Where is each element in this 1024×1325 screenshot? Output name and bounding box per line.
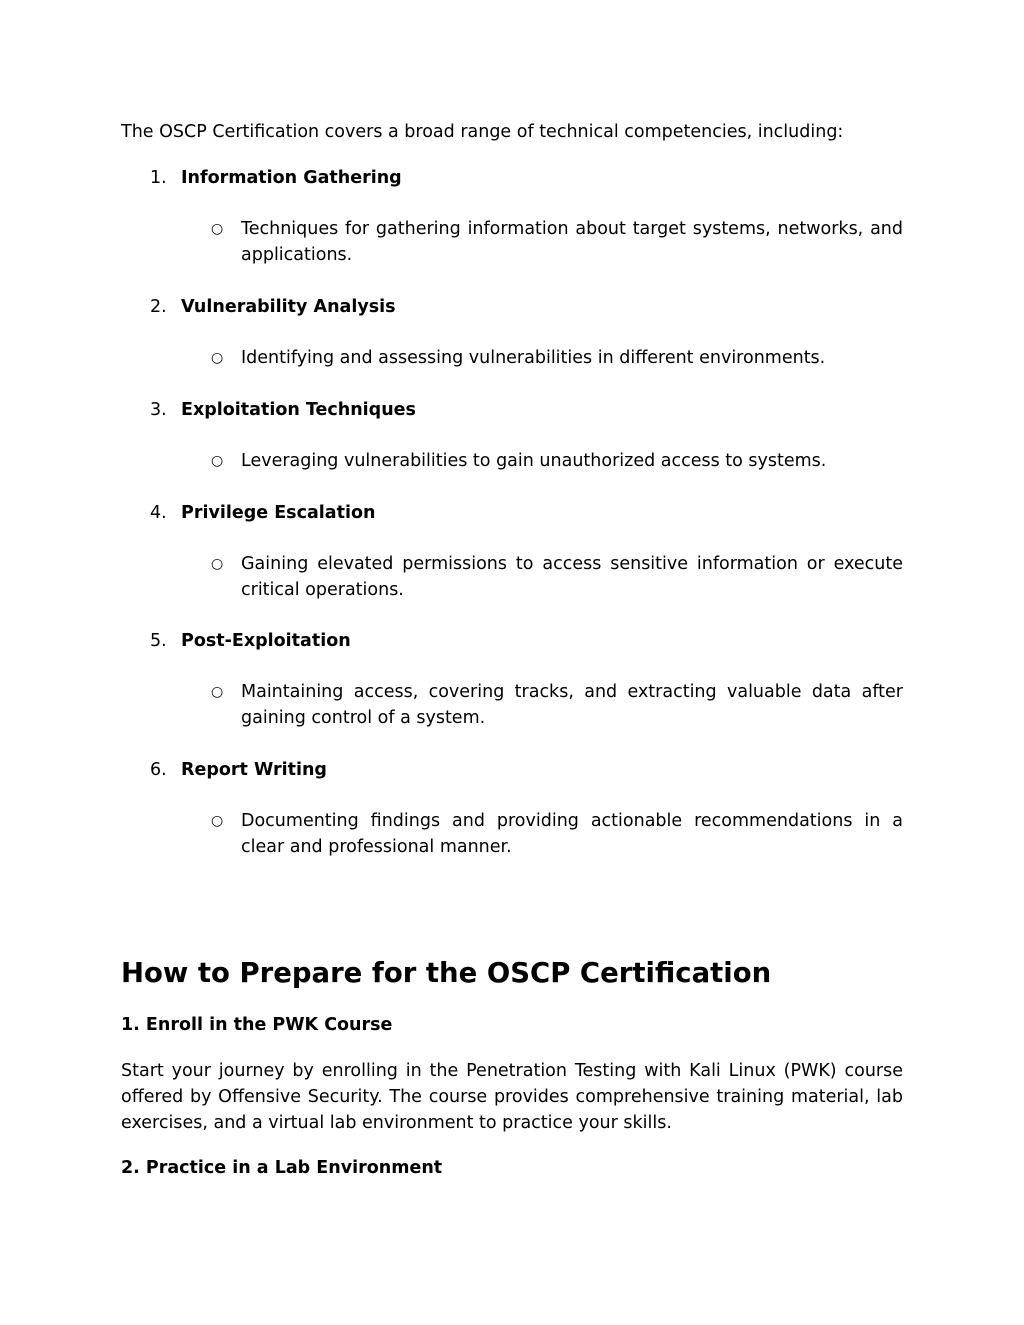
step-heading-practice: 2. Practice in a Lab Environment	[121, 1158, 443, 1178]
hollow-bullet-icon: ○	[211, 350, 224, 366]
intro-paragraph: The OSCP Certification covers a broad range of technical competencies, including:	[121, 122, 844, 142]
competency-title: Privilege Escalation	[181, 503, 376, 523]
competency-title: Post-Exploitation	[181, 631, 351, 651]
step-heading-enroll: 1. Enroll in the PWK Course	[121, 1015, 393, 1035]
hollow-bullet-icon: ○	[211, 813, 224, 829]
competency-title: Information Gathering	[181, 168, 402, 188]
list-number: 4.	[150, 503, 167, 523]
competency-title: Exploitation Techniques	[181, 400, 416, 420]
list-number: 5.	[150, 631, 167, 651]
hollow-bullet-icon: ○	[211, 221, 224, 237]
list-number: 2.	[150, 297, 167, 317]
hollow-bullet-icon: ○	[211, 453, 224, 469]
competency-title: Report Writing	[181, 760, 327, 780]
hollow-bullet-icon: ○	[211, 684, 224, 700]
competency-detail: Techniques for gathering information about target systems, networks, and applications.	[241, 219, 903, 265]
competency-detail: Gaining elevated permissions to access sensitive information or execute critical operations.	[241, 554, 903, 600]
competency-detail: Leveraging vulnerabilities to gain unauthorized access to systems.	[241, 451, 827, 471]
competency-detail: Maintaining access, covering tracks, and extracting valuable data after gaining control of a system.	[241, 682, 903, 728]
list-number: 6.	[150, 760, 167, 780]
competency-title: Vulnerability Analysis	[181, 297, 396, 317]
section-heading: How to Prepare for the OSCP Certification	[121, 957, 772, 989]
list-number: 1.	[150, 168, 167, 188]
competency-detail: Identifying and assessing vulnerabilities in different environments.	[241, 348, 826, 368]
competency-detail: Documenting findings and providing actionable recommendations in a clear and professional manner.	[241, 811, 903, 857]
step-body-enroll: Start your journey by enrolling in the Penetration Testing with Kali Linux (PWK) course offered by Offensive Security. The course provides comprehensive training material, lab exercises, and a virtual lab environment to practice your skills.	[121, 1061, 903, 1133]
hollow-bullet-icon: ○	[211, 556, 224, 572]
list-number: 3.	[150, 400, 167, 420]
